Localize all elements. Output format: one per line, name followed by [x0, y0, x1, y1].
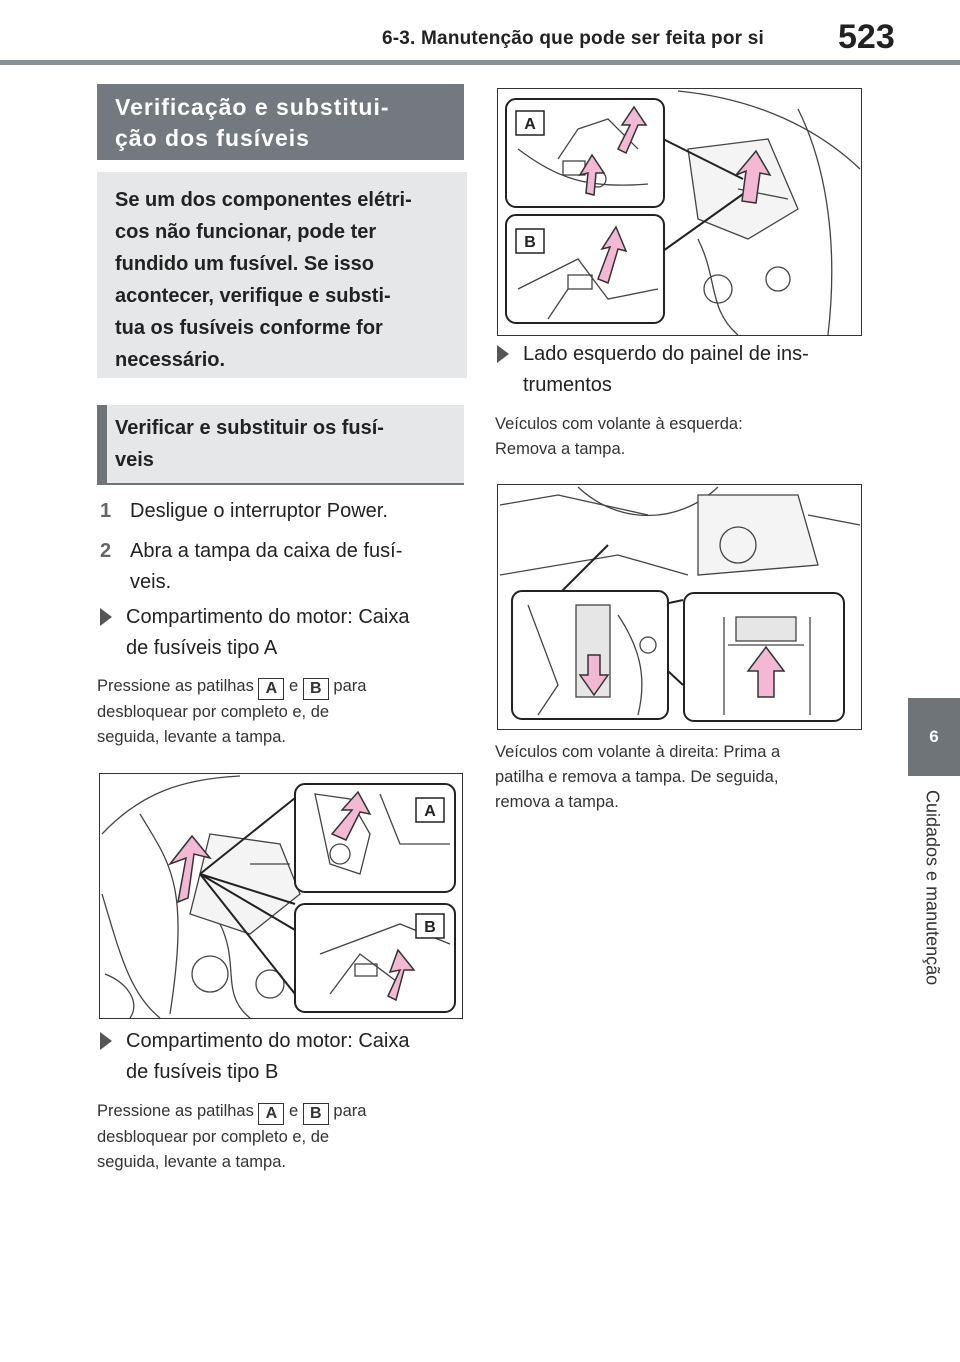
para-text: seguida, levante a tampa. [97, 728, 286, 746]
para-text: Remova a tampa. [495, 440, 626, 458]
para-text: remova a tampa. [495, 793, 619, 811]
para-text: para [333, 677, 367, 695]
bullet-engine-type-a [100, 602, 470, 664]
section-heading [97, 84, 464, 160]
paragraph-lhd [495, 412, 865, 462]
intro-line: Se um dos componentes elétri- [115, 189, 412, 211]
page-number: 523 [838, 18, 895, 56]
step-number: 2 [100, 540, 112, 562]
dashboard-illustration [498, 485, 862, 730]
subheading-line: Verificar e substituir os fusí- [115, 417, 384, 439]
para-text: Pressione as patilhas [97, 1102, 254, 1120]
para-text: desbloquear por completo e, de [97, 703, 330, 721]
figure-engine-fuse-box-type-a [99, 773, 463, 1019]
engine-illustration-b [498, 89, 862, 336]
inset-b-label: B [524, 234, 536, 251]
section-heading-line: ção dos fusíveis [115, 125, 310, 151]
para-text: para [333, 1102, 367, 1120]
bullet-text: de fusíveis tipo A [126, 637, 278, 659]
intro-line: fundido um fusível. Se isso [115, 253, 374, 275]
label-b-badge: B [303, 1103, 329, 1125]
para-text: seguida, levante a tampa. [97, 1153, 286, 1171]
bullet-engine-type-b [100, 1026, 470, 1088]
intro-line: necessário. [115, 349, 226, 371]
label-a-badge: A [258, 1103, 284, 1125]
para-text: Pressione as patilhas [97, 677, 254, 695]
inset-a-label: A [424, 803, 436, 820]
para-text: e [289, 1102, 299, 1120]
bullet-instrument-panel [497, 339, 867, 401]
bullet-text: Compartimento do motor: Caixa [126, 1030, 410, 1052]
para-text: Veículos com volante à direita: Prima a [495, 743, 781, 761]
step-number: 1 [100, 500, 112, 522]
chapter-label-text: Cuidados e manutenção [922, 790, 943, 986]
step-text: veis. [130, 571, 172, 593]
figure-instrument-panel [497, 484, 862, 730]
bullet-triangle-icon [100, 1032, 112, 1050]
label-a-badge: A [258, 678, 284, 700]
paragraph-type-b [97, 1099, 467, 1175]
step-2 [100, 536, 470, 598]
label-b-badge: B [303, 678, 329, 700]
engine-illustration-a [100, 774, 463, 1019]
figure-engine-fuse-box-type-b [497, 88, 862, 336]
bullet-text: trumentos [523, 374, 612, 396]
para-text: desbloquear por completo e, de [97, 1128, 330, 1146]
intro-line: acontecer, verifique e substi- [115, 285, 391, 307]
section-heading-line: Verificação e substitui- [115, 94, 390, 120]
header-rule [0, 60, 960, 65]
para-text: patilha e remova a tampa. De seguida, [495, 768, 779, 786]
para-text: e [289, 677, 299, 695]
chapter-tab[interactable] [908, 698, 960, 776]
subheading [97, 405, 464, 485]
paragraph-rhd [495, 740, 865, 815]
para-text: Veículos com volante à esquerda: [495, 415, 743, 433]
section-title: 6-3. Manutenção que pode ser feita por si [382, 28, 764, 49]
intro-line: tua os fusíveis conforme for [115, 317, 383, 339]
subheading-line: veis [115, 449, 154, 471]
bullet-triangle-icon [100, 608, 112, 626]
bullet-text: Lado esquerdo do painel de ins- [523, 343, 809, 365]
inset-b-label: B [424, 919, 436, 936]
step-text: Abra a tampa da caixa de fusí- [130, 540, 403, 562]
step-1 [100, 496, 470, 527]
paragraph-type-a [97, 674, 467, 750]
bullet-text: de fusíveis tipo B [126, 1061, 279, 1083]
intro-box [97, 172, 467, 378]
bullet-triangle-icon [497, 345, 509, 363]
chapter-label [912, 790, 952, 1035]
chapter-number: 6 [929, 727, 939, 746]
inset-a-label: A [524, 116, 536, 133]
bullet-text: Compartimento do motor: Caixa [126, 606, 410, 628]
step-text: Desligue o interruptor Power. [130, 500, 388, 522]
intro-line: cos não funcionar, pode ter [115, 221, 377, 243]
